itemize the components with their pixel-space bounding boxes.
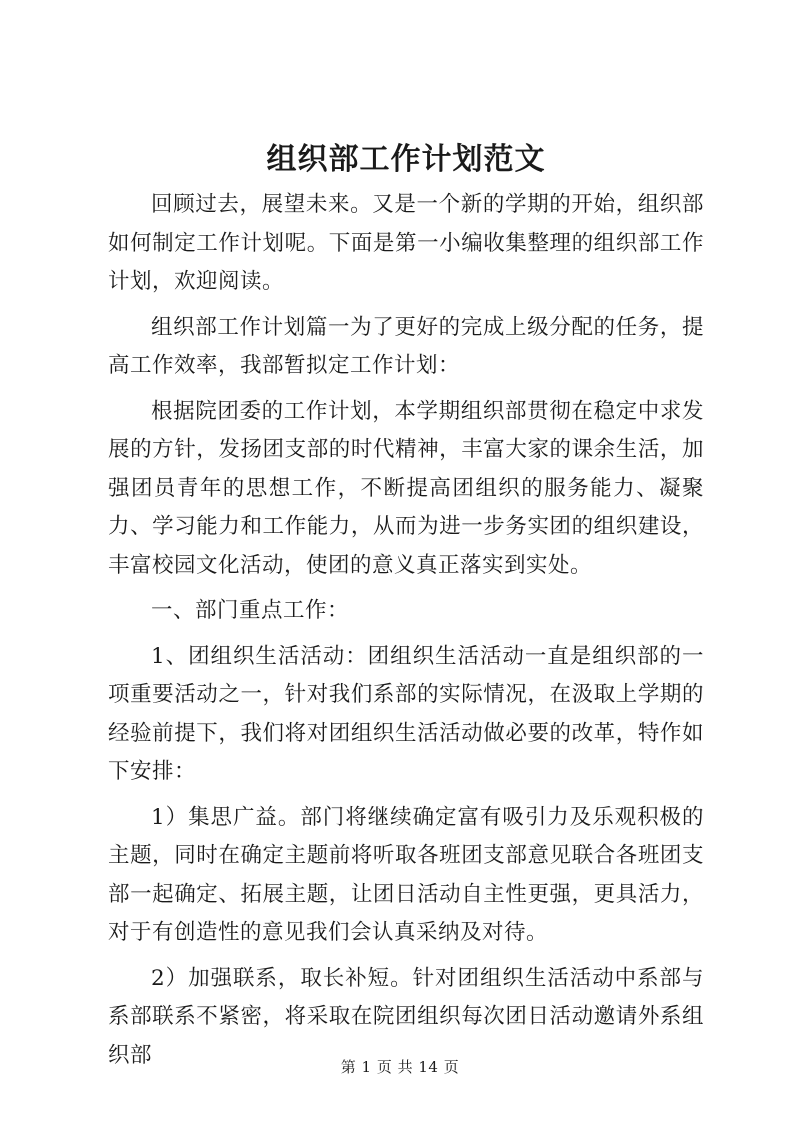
paragraph-item-1: 1、团组织生活活动：团组织生活活动一直是组织部的一项重要活动之一，针对我们系部的实际情况，在汲取上学期的经验前提下，我们将对团组织生活活动做必要的改革，特作如下安排： bbox=[108, 643, 704, 784]
paragraph-item-1-1: 1）集思广益。部门将继续确定富有吸引力及乐观积极的主题，同时在确定主题前将听取各班团支部意见联合各班团支部一起确定、拓展主题，让团日活动自主性更强，更具活力，对于有创造性的意见我们会认真采纳及对待。 bbox=[108, 804, 704, 945]
paragraph-basis: 根据院团委的工作计划，本学期组织部贯彻在稳定中求发展的方针，发扬团支部的时代精神，丰富大家的课余生活，加强团员青年的思想工作，不断提高团组织的服务能力、凝聚力、学习能力和工作能力，从而为进一步务实团的组织建设，丰富校园文化活动，使团的意义真正落实到实处。 bbox=[108, 398, 704, 578]
paragraph-item-1-2: 2）加强联系，取长补短。针对团组织生活活动中系部与系部联系不紧密，将采取在院团组织每次团日活动邀请外系组织部 bbox=[108, 965, 704, 1068]
page-number-footer: 第 1 页 共 14 页 bbox=[340, 1058, 460, 1076]
paragraph-intro: 回顾过去，展望未来。又是一个新的学期的开始，组织部如何制定工作计划呢。下面是第一小编收集整理的组织部工作计划，欢迎阅读。 bbox=[108, 192, 704, 294]
document-page bbox=[108, 138, 704, 1082]
paragraph-plan-one: 组织部工作计划篇一为了更好的完成上级分配的任务，提高工作效率，我部暂拟定工作计划： bbox=[108, 314, 704, 378]
document-title: 组织部工作计划范文 bbox=[266, 142, 546, 177]
paragraph-section-heading: 一、部门重点工作： bbox=[151, 598, 350, 623]
